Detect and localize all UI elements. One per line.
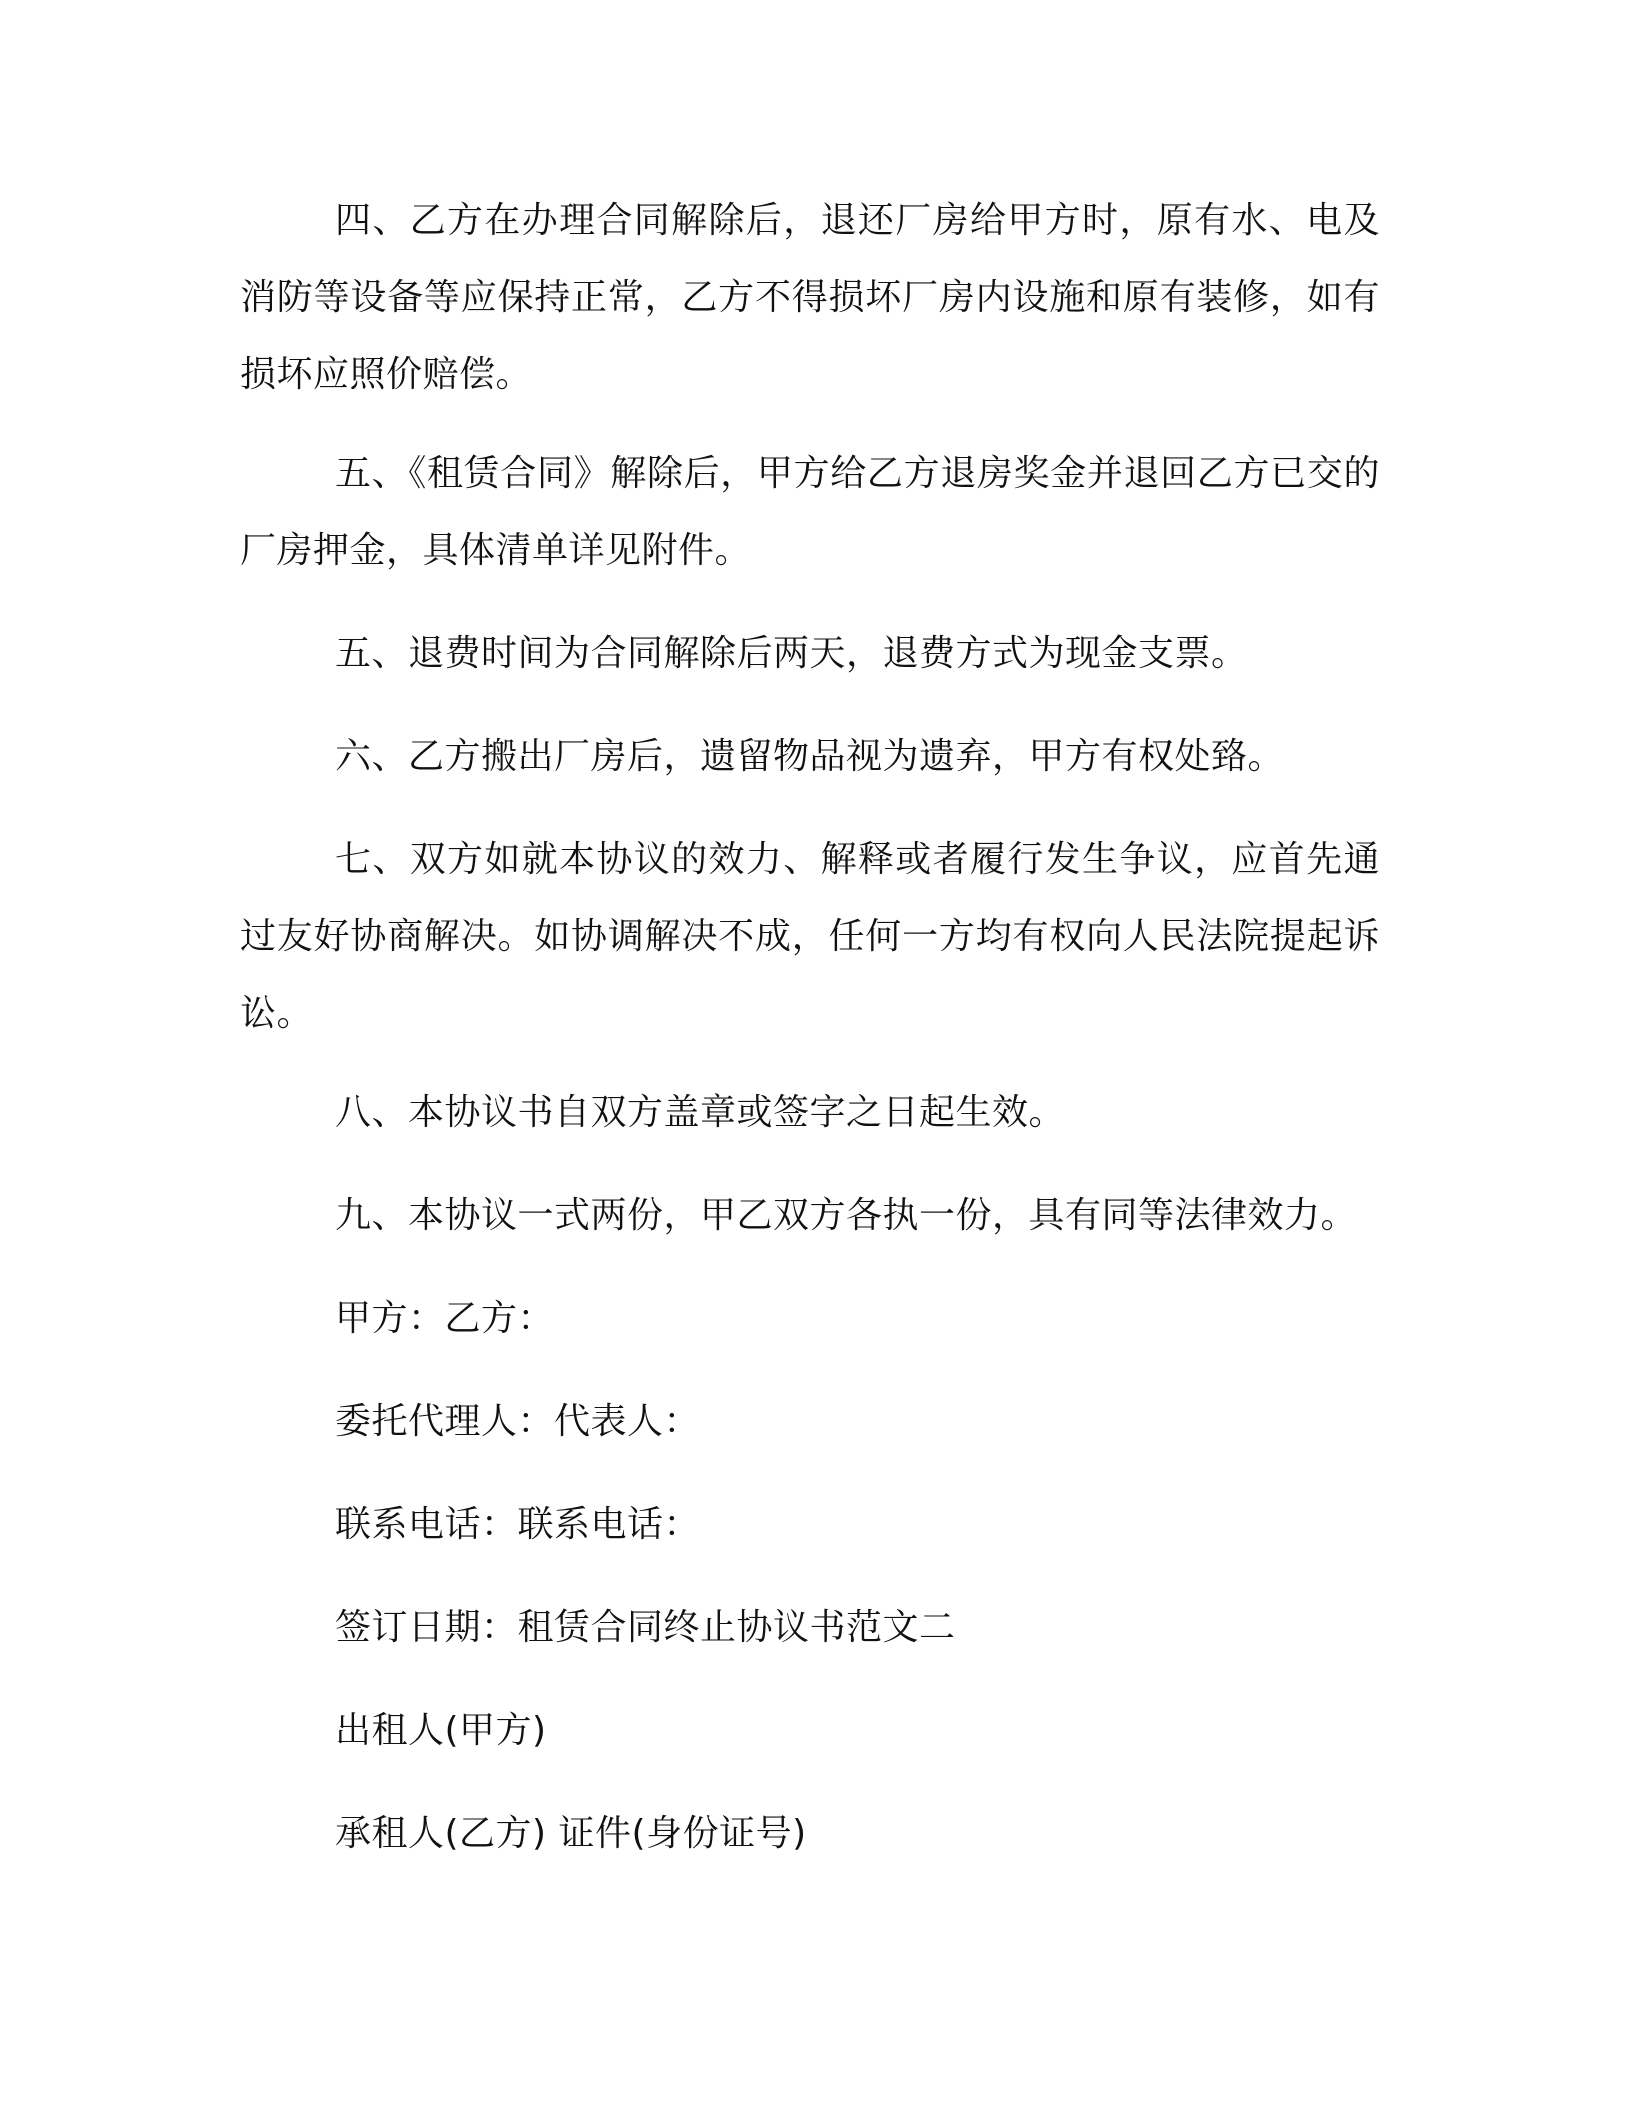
lessor-line: 出租人(甲方)	[335, 1710, 547, 1751]
lessee-line: 承租人(乙方) 证件(身份证号)	[335, 1813, 807, 1854]
clause-4: 四、乙方在办理合同解除后，退还厂房给甲方时，原有水、电及消防等设备等应保持正常，乙方不得损坏厂房内设施和原有装修，如有损坏应照价赔偿。	[240, 200, 1380, 395]
sign-date-line: 签订日期：租赁合同终止协议书范文二	[335, 1607, 956, 1648]
agent-line: 委托代理人：代表人：	[335, 1401, 701, 1442]
clause-5-refund-time: 五、退费时间为合同解除后两天，退费方式为现金支票。	[335, 633, 1248, 674]
clause-6: 六、乙方搬出厂房后，遗留物品视为遗弃，甲方有权处臵。	[335, 736, 1285, 777]
clause-7: 七、双方如就本协议的效力、解释或者履行发生争议，应首先通过友好协商解决。如协调解决不成，任何一方均有权向人民法院提起诉讼。	[240, 839, 1380, 1034]
clause-9: 九、本协议一式两份，甲乙双方各执一份，具有同等法律效力。	[335, 1195, 1358, 1236]
clause-5-contract-termination: 五、《租赁合同》解除后，甲方给乙方退房奖金并退回乙方已交的厂房押金，具体清单详见附件。	[240, 453, 1380, 571]
clause-8: 八、本协议书自双方盖章或签字之日起生效。	[335, 1092, 1066, 1133]
phone-line: 联系电话：联系电话：	[335, 1504, 701, 1545]
party-line: 甲方：乙方：	[335, 1298, 555, 1339]
document-body	[240, 182, 1380, 1872]
